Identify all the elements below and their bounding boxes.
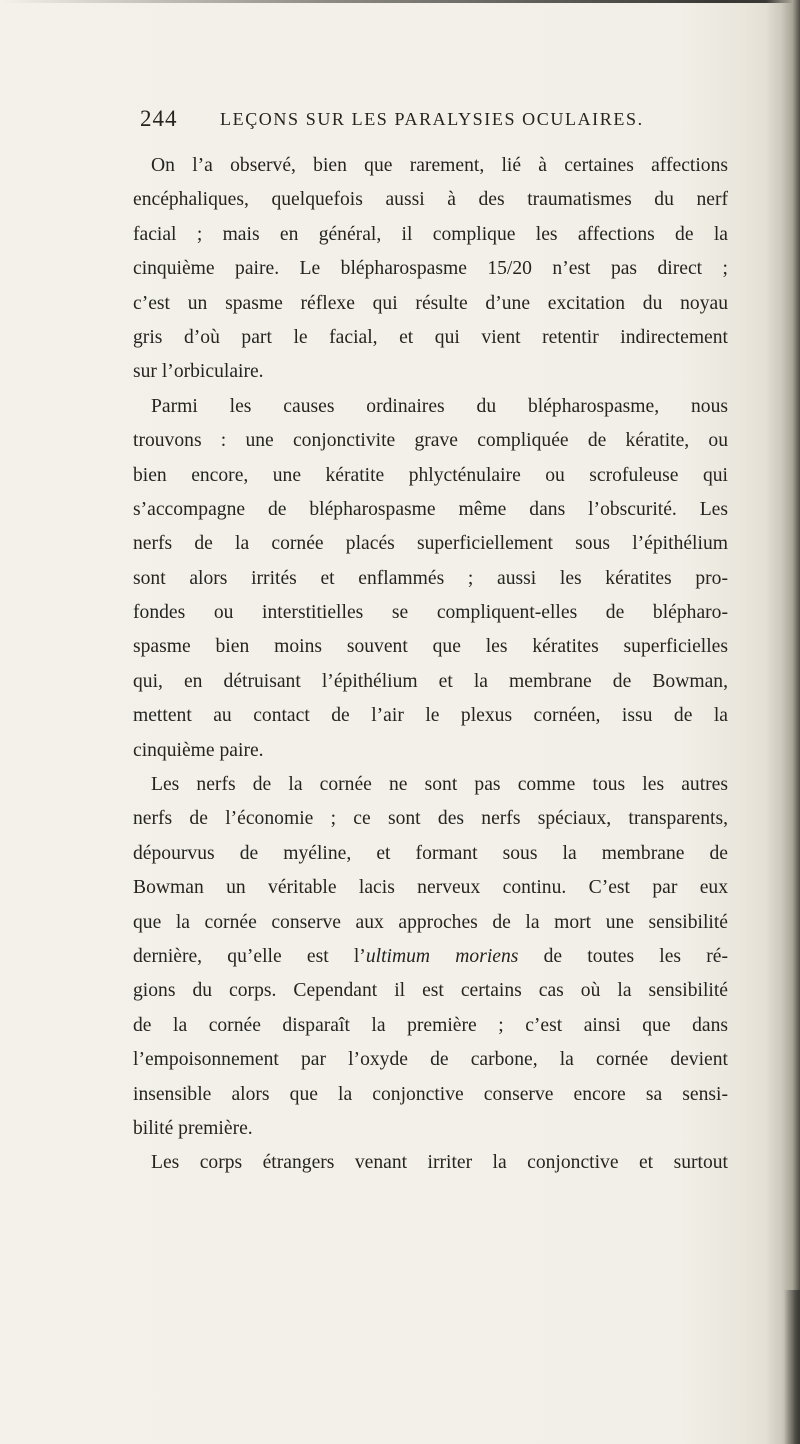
text-line: nerfs de l’économie ; ce sont des nerfs spéciaux, transparents, — [133, 808, 728, 830]
text-line: l’empoisonnement par l’oxyde de carbone, la cornée devient — [133, 1049, 728, 1071]
text-line: On l’a observé, bien que rarement, lié à certaines affections — [151, 155, 728, 176]
top-edge-shadow — [0, 0, 800, 3]
page-number: 244 — [140, 106, 178, 131]
text-line: facial ; mais en général, il complique les affections de la — [133, 223, 728, 245]
text-line: trouvons : une conjonctivite grave compliquée de kératite, ou — [133, 430, 728, 452]
text-line: que la cornée conserve aux approches de la mort une sensibilité — [133, 911, 728, 933]
text-line: encéphaliques, quelquefois aussi à des traumatismes du nerf — [133, 189, 728, 211]
text-line: spasme bien moins souvent que les kératites superficielles — [133, 636, 728, 658]
text-line: de la cornée disparaît la première ; c’est ainsi que dans — [133, 1014, 728, 1036]
text-line: dépourvus de myéline, et formant sous la membrane de — [133, 842, 728, 864]
text-line: nerfs de la cornée placés superficiellement sous l’épithélium — [133, 533, 728, 555]
text-line: Bowman un véritable lacis nerveux continu. C’est par eux — [133, 877, 728, 899]
text-line: fondes ou interstitielles se compliquent-elles de blépharo- — [133, 602, 728, 624]
body-text — [133, 149, 728, 1181]
text-line: cinquième paire. Le blépharospasme 15/20 n’est pas direct ; — [133, 258, 728, 280]
running-head — [140, 106, 680, 134]
text-line: gris d’où part le facial, et qui vient retentir indirectement — [133, 326, 728, 348]
text-line: Parmi les causes ordinaires du blépharospasme, nous — [151, 395, 728, 417]
text-line: sur l’orbiculaire. — [133, 361, 264, 383]
running-title: LEÇONS SUR LES PARALYSIES OCULAIRES. — [220, 109, 644, 129]
text-line: s’accompagne de blépharospasme même dans l’obscurité. Les — [133, 498, 728, 520]
text-line: qui, en détruisant l’épithélium et la membrane de Bowman, — [133, 670, 728, 692]
text-line: mettent au contact de l’air le plexus cornéen, issu de la — [133, 705, 728, 727]
text-line: Les nerfs de la cornée ne sont pas comme tous les autres — [151, 774, 728, 796]
text-line: cinquième paire. — [133, 739, 264, 761]
text-line: bilité première. — [133, 1117, 253, 1139]
text-line: sont alors irrités et enflammés ; aussi les kératites pro- — [133, 567, 728, 589]
text-line: bien encore, une kératite phlycténulaire ou scrofuleuse qui — [133, 464, 728, 486]
page-gutter-shadow — [766, 0, 800, 1444]
text-line: dernière, qu’elle est l’ultimum moriens de toutes les ré- — [133, 945, 728, 967]
latin-phrase: ultimum moriens — [365, 945, 519, 967]
text-line: Les corps étrangers venant irriter la conjonctive et surtout — [151, 1152, 728, 1174]
gutter-dark-corner — [784, 1290, 800, 1444]
text-line: c’est un spasme réflexe qui résulte d’une excitation du noyau — [133, 292, 728, 314]
text-line: insensible alors que la conjonctive conserve encore sa sensi- — [133, 1083, 728, 1105]
text-line: gions du corps. Cependant il est certains cas où la sensibilité — [133, 980, 728, 1002]
